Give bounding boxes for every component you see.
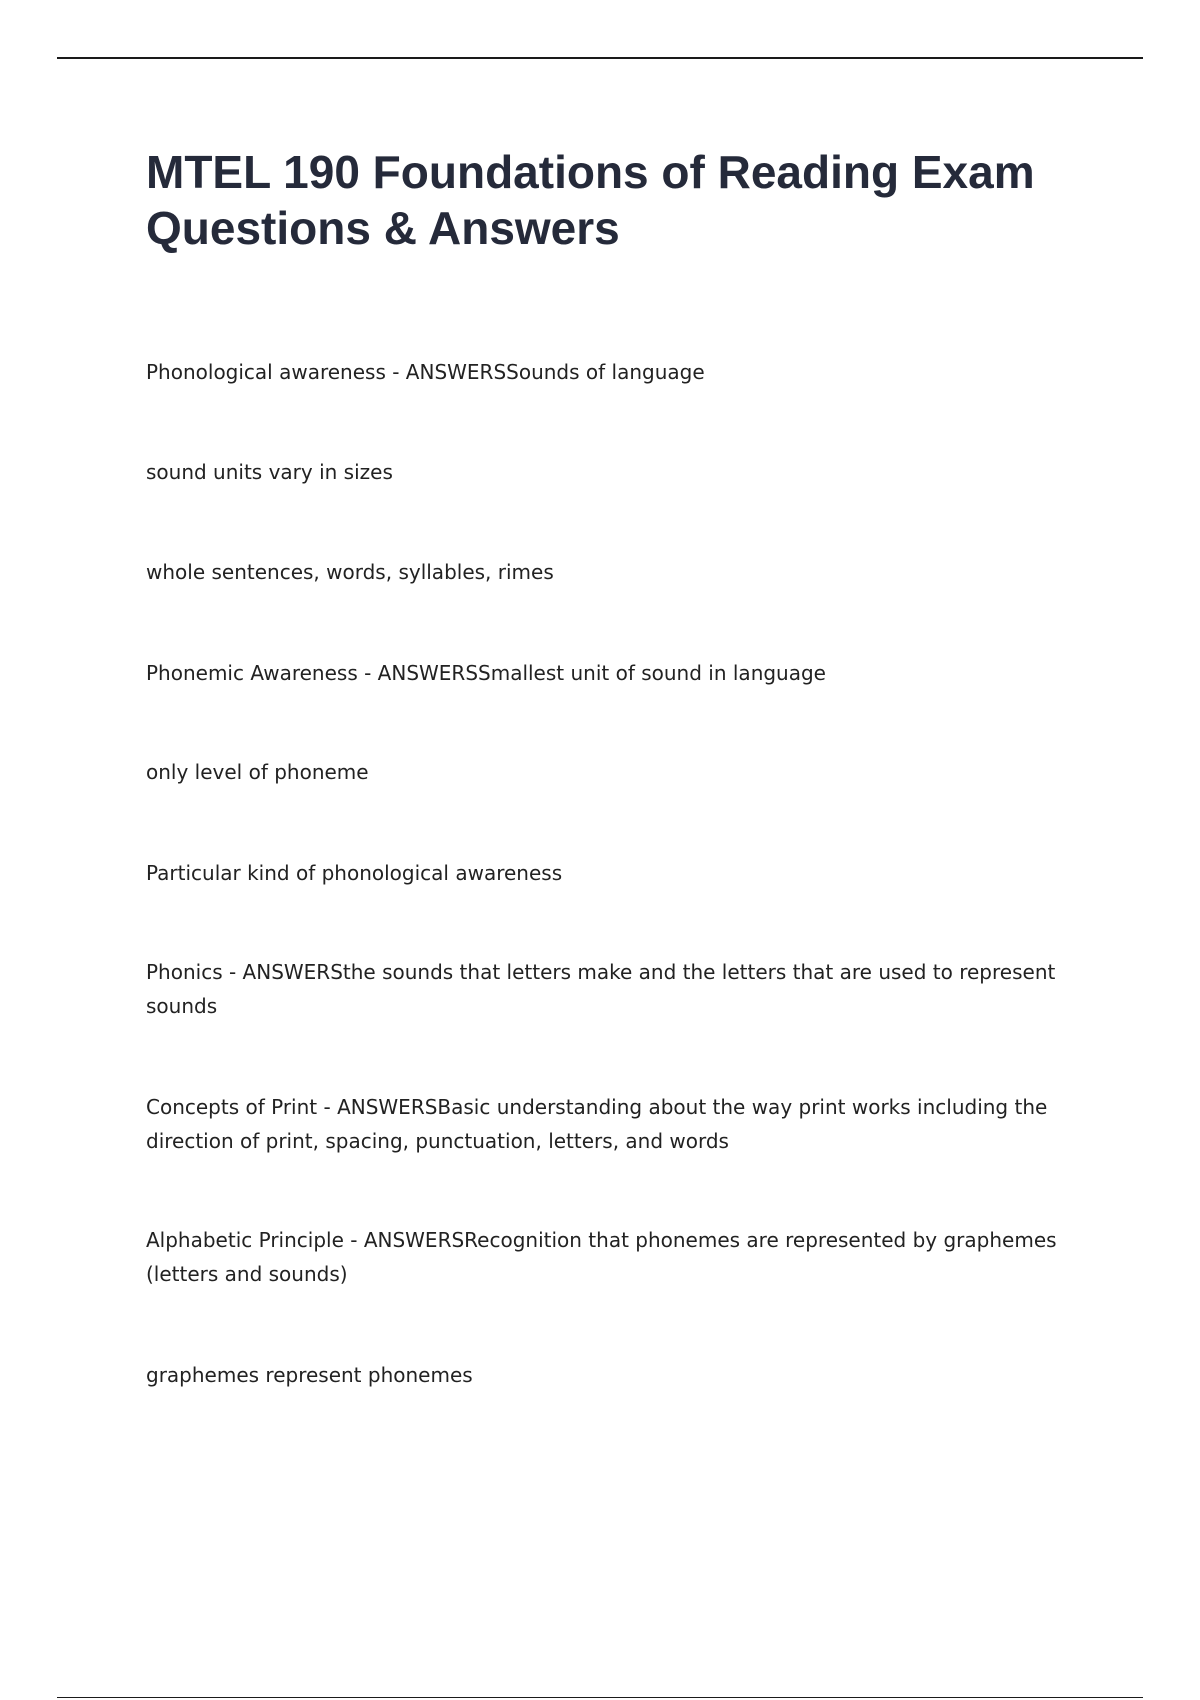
paragraph-phonological-kind: Particular kind of phonological awareness [146, 861, 563, 885]
paragraph-alphabetic-principle: Alphabetic Principle - ANSWERSRecognition that phonemes are represented by graphemes (letters and sounds) [146, 1228, 1057, 1286]
paragraph-sound-units: sound units vary in sizes [146, 460, 393, 484]
paragraph-phonemic-awareness: Phonemic Awareness - ANSWERSSmallest unit of sound in language [146, 661, 826, 685]
top-rule [57, 57, 1143, 59]
paragraph-graphemes: graphemes represent phonemes [146, 1363, 473, 1387]
paragraph-phonics: Phonics - ANSWERSthe sounds that letters make and the letters that are used to represent sounds [146, 960, 1056, 1018]
bottom-rule [57, 1697, 1143, 1698]
paragraph-concepts-of-print: Concepts of Print - ANSWERSBasic understanding about the way print works including the direction of print, spacing, punctuation, letters, and words [146, 1095, 1048, 1153]
paragraph-phoneme-level: only level of phoneme [146, 760, 369, 784]
paragraph-phonological-awareness: Phonological awareness - ANSWERSSounds of language [146, 360, 705, 384]
paragraph-sound-unit-examples: whole sentences, words, syllables, rimes [146, 560, 554, 584]
page-title: MTEL 190 Foundations of Reading Exam Questions & Answers [146, 146, 1035, 254]
